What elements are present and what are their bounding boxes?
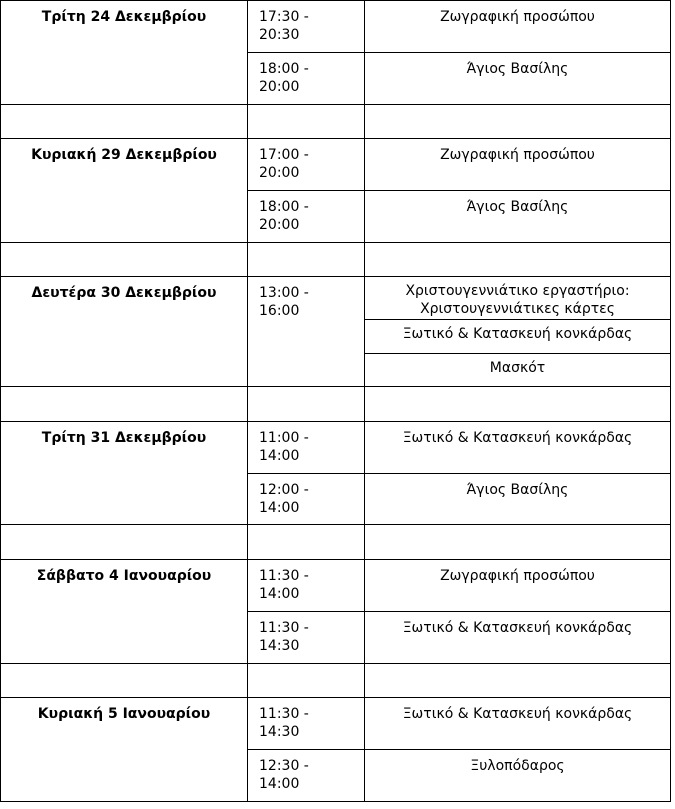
empty-cell (365, 525, 671, 560)
activity-cell: Μασκότ (365, 353, 671, 387)
time-cell: 11:30 - 14:30 (248, 611, 365, 663)
empty-cell (248, 663, 365, 698)
day-cell: Δευτέρα 30 Δεκεμβρίου (1, 277, 248, 387)
spacer-row (1, 525, 671, 560)
time-cell: 11:30 - 14:00 (248, 559, 365, 611)
schedule-row (1, 421, 671, 473)
empty-cell (1, 663, 248, 698)
schedule-row (1, 698, 671, 750)
schedule-row (1, 277, 671, 320)
activity-cell: Ξωτικό & Κατασκευή κονκάρδας (365, 611, 671, 663)
empty-cell (365, 242, 671, 277)
schedule-row (1, 139, 671, 191)
activity-cell: Άγιος Βασίλης (365, 191, 671, 243)
activity-cell: Άγιος Βασίλης (365, 52, 671, 104)
schedule-row (1, 1, 671, 53)
time-cell: 18:00 - 20:00 (248, 52, 365, 104)
empty-cell (248, 104, 365, 139)
time-cell: 17:30 - 20:30 (248, 1, 365, 53)
activity-cell: Ζωγραφική προσώπου (365, 559, 671, 611)
activity-cell: Ξωτικό & Κατασκευή κονκάρδας (365, 698, 671, 750)
time-cell: 12:30 - 14:00 (248, 749, 365, 801)
empty-cell (248, 525, 365, 560)
time-cell: 18:00 - 20:00 (248, 191, 365, 243)
empty-cell (248, 387, 365, 422)
day-cell: Σάββατο 4 Ιανουαρίου (1, 559, 248, 663)
empty-cell (1, 387, 248, 422)
activity-cell: Χριστουγεννιάτικο εργαστήριο: Χριστουγεννιάτικες κάρτες (365, 277, 671, 320)
empty-cell (1, 525, 248, 560)
spacer-row (1, 663, 671, 698)
day-cell: Κυριακή 29 Δεκεμβρίου (1, 139, 248, 243)
empty-cell (248, 242, 365, 277)
activity-cell: Ξυλοπόδαρος (365, 749, 671, 801)
activity-cell: Άγιος Βασίλης (365, 473, 671, 525)
time-cell: 17:00 - 20:00 (248, 139, 365, 191)
empty-cell (365, 387, 671, 422)
time-cell: 11:30 - 14:30 (248, 698, 365, 750)
time-cell: 13:00 - 16:00 (248, 277, 365, 387)
activity-cell: Ζωγραφική προσώπου (365, 1, 671, 53)
activity-cell: Ξωτικό & Κατασκευή κονκάρδας (365, 421, 671, 473)
spacer-row (1, 387, 671, 422)
time-cell: 11:00 - 14:00 (248, 421, 365, 473)
empty-cell (365, 104, 671, 139)
empty-cell (365, 663, 671, 698)
schedule-row (1, 559, 671, 611)
spacer-row (1, 104, 671, 139)
day-cell: Κυριακή 5 Ιανουαρίου (1, 698, 248, 802)
activity-cell: Ζωγραφική προσώπου (365, 139, 671, 191)
spacer-row (1, 242, 671, 277)
day-cell: Τρίτη 31 Δεκεμβρίου (1, 421, 248, 525)
day-cell: Τρίτη 24 Δεκεμβρίου (1, 1, 248, 105)
time-cell: 12:00 - 14:00 (248, 473, 365, 525)
activity-cell: Ξωτικό & Κατασκευή κονκάρδας (365, 320, 671, 354)
empty-cell (1, 104, 248, 139)
empty-cell (1, 242, 248, 277)
